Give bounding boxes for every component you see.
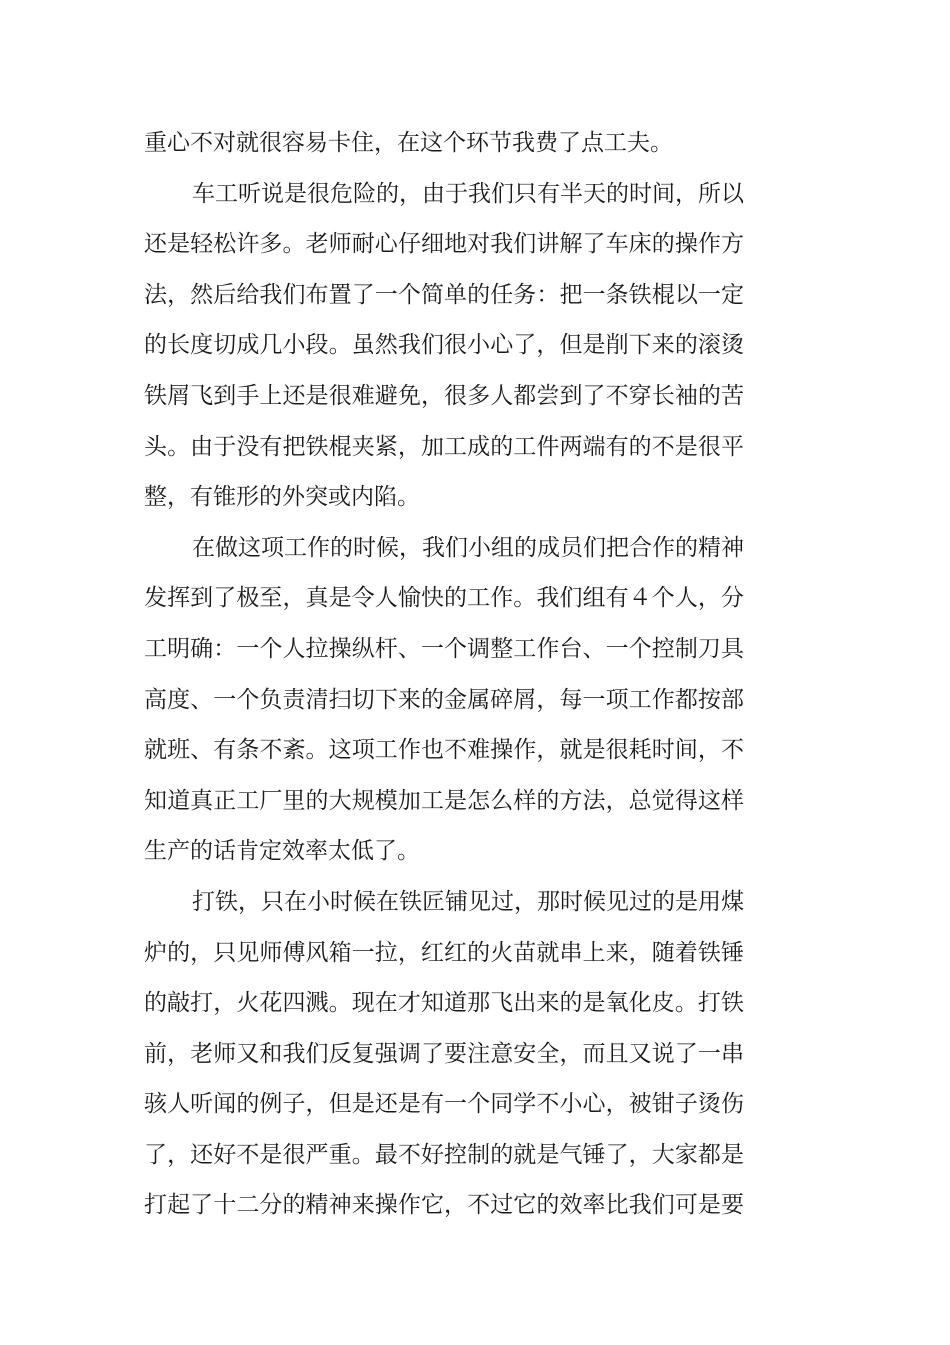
- text-line: 打起了十二分的精神来操作它，不过它的效率比我们可是要: [144, 1192, 744, 1219]
- text-line: 炉的，只见师傅风箱一拉，红红的火苗就串上来，随着铁锤: [144, 939, 744, 966]
- text-line: 知道真正工厂里的大规模加工是怎么样的方法，总觉得这样: [144, 787, 744, 814]
- text-line: 重心不对就很容易卡住，在这个环节我费了点工夫。: [144, 130, 673, 156]
- text-body: [144, 118, 744, 1231]
- text-line: 工明确：一个人拉操纵杆、一个调整工作台、一个控制刀具: [144, 635, 744, 662]
- text-line: 生产的话肯定效率太低了。: [144, 838, 420, 865]
- text-line: 整，有锥形的外突或内陷。: [144, 484, 420, 511]
- text-line: 了，还好不是很严重。最不好控制的就是气锤了，大家都是: [144, 1141, 744, 1168]
- text-line: 的敲打，火花四溅。现在才知道那飞出来的是氧化皮。打铁: [144, 990, 744, 1017]
- text-line: 前，老师又和我们反复强调了要注意安全，而且又说了一串: [144, 1040, 744, 1067]
- text-line: 还是轻松许多。老师耐心仔细地对我们讲解了车床的操作方: [144, 231, 744, 258]
- text-line: 高度、一个负责清扫切下来的金属碎屑，每一项工作都按部: [144, 686, 744, 713]
- text-line: 就班、有条不紊。这项工作也不难操作，就是很耗时间，不: [144, 737, 744, 764]
- text-line: 头。由于没有把铁棍夹紧，加工成的工件两端有的不是很平: [144, 433, 744, 460]
- paragraph-first-line: 车工听说是很危险的，由于我们只有半天的时间，所以: [192, 180, 744, 207]
- paragraph-first-line: 在做这项工作的时候，我们小组的成员们把合作的精神: [192, 534, 744, 561]
- text-line: 发挥到了极至，真是令人愉快的工作。我们组有４个人，分: [144, 585, 744, 612]
- text-line: 法，然后给我们布置了一个简单的任务：把一条铁棍以一定: [144, 281, 744, 308]
- text-line: 铁屑飞到手上还是很难避免，很多人都尝到了不穿长袖的苦: [144, 382, 744, 409]
- text-line: 骇人听闻的例子，但是还是有一个同学不小心，被钳子烫伤: [144, 1091, 744, 1118]
- paragraph-first-line: 打铁，只在小时候在铁匠铺见过，那时候见过的是用煤: [192, 888, 744, 915]
- text-line: 的长度切成几小段。虽然我们很小心了，但是削下来的滚烫: [144, 332, 744, 359]
